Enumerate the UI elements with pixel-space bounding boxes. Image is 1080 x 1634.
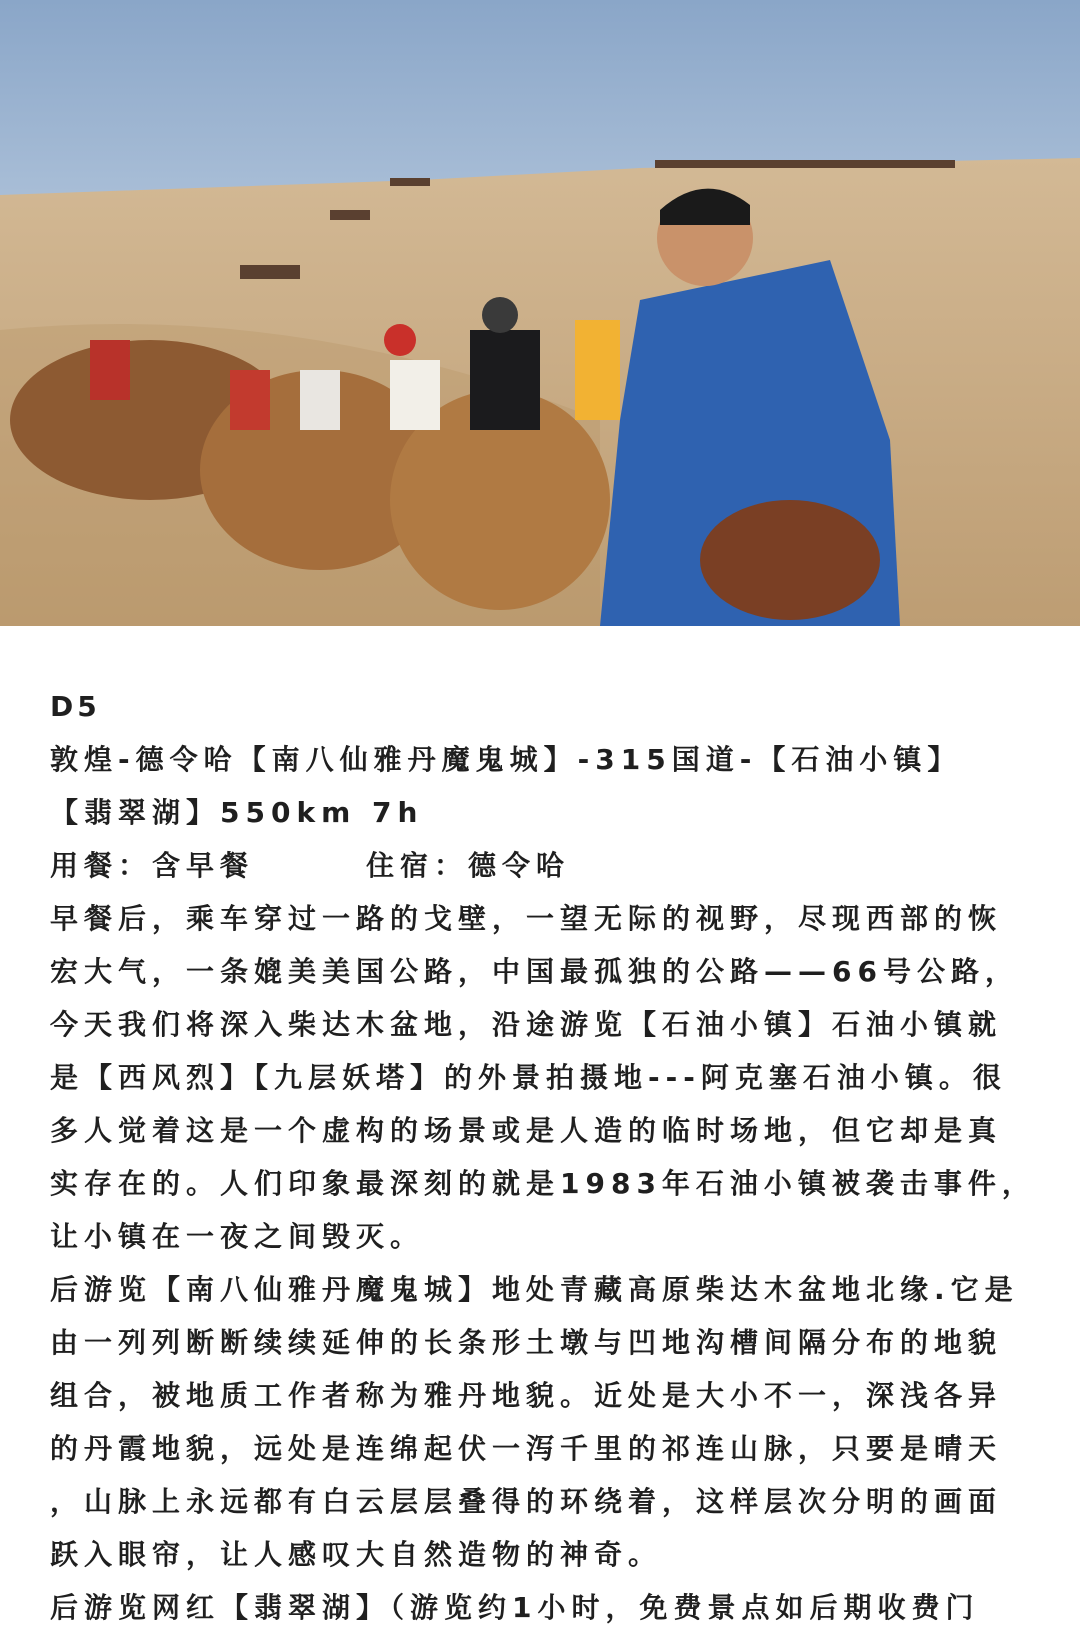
body-line: 跃入眼帘，让人感叹大自然造物的神奇。 (50, 1538, 663, 1571)
meal-info: 用餐：含早餐 (50, 849, 255, 882)
body-line: 早餐后，乘车穿过一路的戈壁，一望无际的视野，尽现西部的恢 (50, 902, 1003, 935)
stay-info: 住宿：德令哈 (366, 849, 571, 882)
body-line: 组合，被地质工作者称为雅丹地貌。近处是大小不一，深浅各异 (50, 1379, 1003, 1412)
body-line: ，山脉上永远都有白云层层叠得的环绕着，这样层次分明的画面 (50, 1485, 1003, 1518)
meal-stay-line (50, 839, 1040, 892)
body-line: 是【西风烈】【九层妖塔】的外景拍摄地---阿克塞石油小镇。很 (50, 1061, 1007, 1094)
body-line: 宏大气，一条媲美美国公路，中国最孤独的公路——66号公路， (50, 955, 1019, 988)
hero-photo (0, 0, 1080, 626)
body-line: 后游览【南八仙雅丹魔鬼城】地处青藏高原柴达木盆地北缘.它是 (50, 1273, 1019, 1306)
body-line: 多人觉着这是一个虚构的场景或是人造的临时场地，但它却是真 (50, 1114, 1003, 1147)
body-line: 由一列列断断续续延伸的长条形土墩与凹地沟槽间隔分布的地貌 (50, 1326, 1003, 1359)
route-line-2: 【翡翠湖】550km 7h (50, 796, 424, 829)
day-label: D5 (50, 690, 101, 723)
route-line-1: 敦煌-德令哈【南八仙雅丹魔鬼城】-315国道-【石油小镇】 (50, 743, 962, 776)
itinerary-article (50, 680, 1040, 1634)
body-line: 的丹霞地貌，远处是连绵起伏一泻千里的祁连山脉，只要是晴天 (50, 1432, 1003, 1465)
body-line: 后游览网红【翡翠湖】（游览约1小时，免费景点如后期收费门 (50, 1591, 980, 1624)
body-line: 今天我们将深入柴达木盆地，沿途游览【石油小镇】石油小镇就 (50, 1008, 1003, 1041)
camel-caravan-desert-image (0, 0, 1080, 626)
body-line: 让小镇在一夜之间毁灭。 (50, 1220, 425, 1253)
body-line: 实存在的。人们印象最深刻的就是1983年石油小镇被袭击事件， (50, 1167, 1036, 1200)
